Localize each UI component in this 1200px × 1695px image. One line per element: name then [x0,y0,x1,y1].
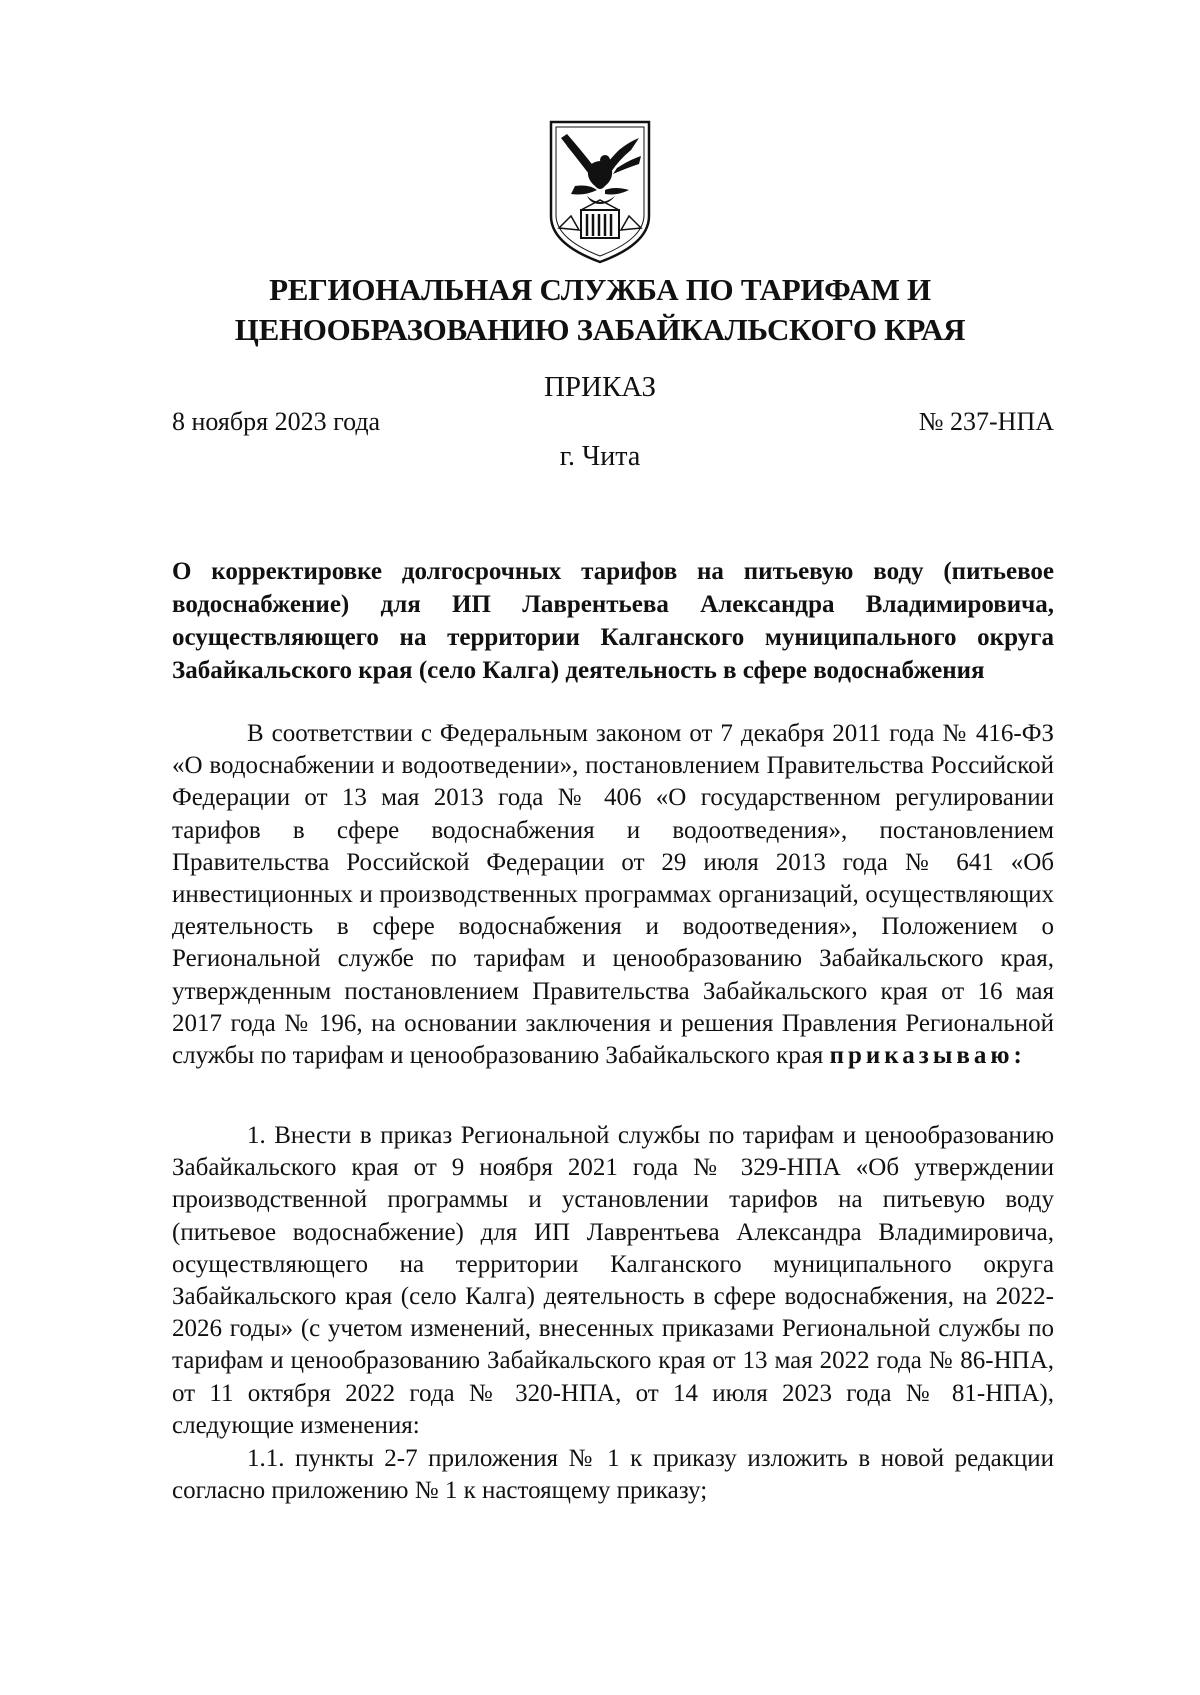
basis-text: В соответствии с Федеральным законом от 7 декабря 2011 года № 416-ФЗ «О водоснабжении и водоотведении», постановлением Правительства Российской Федерации от 13 мая 2013 года № 406 «О государственном регулировании тарифов в сфере водоснабжения и водоотведения», постановлением Правительства Российской Федерации от 29 июля 2013 года № 641 «Об инвестиционных и производственных программах организаций, осуществляющих деятельность в сфере водоснабжения и водоотведения», Положением о Региональной службе по тарифам и ценообразованию Забайкальского края, утвержденным постановлением Правительства Забайкальского края от 16 мая 2017 года № 196, на основании заключения и решения Правления Региональной службы по тарифам и ценообразованию Забайкальского края [172,720,1054,1070]
item-1-paragraph: 1. Внести в приказ Региональной службы по тарифам и ценообразованию Забайкальского края от 9 ноября 2021 года № 329-НПА «Об утверждении производственной программы и установлении тарифов на питьевую воду (питьевое водоснабжение) для ИП Лаврентьева Александра Владимировича, осуществляющего на территории Калганского муниципального округа Забайкальского края (село Калга) деятельность в сфере водоснабжения, на 2022-2026 годы» (с учетом изменений, внесенных приказами Региональной службы по тарифам и ценообразованию Забайкальского края от 13 мая 2022 года № 86-НПА, от 11 октября 2022 года № 320-НПА, от 14 июля 2023 года № 81-НПА), следующие изменения: [172,1122,1054,1439]
order-word: приказываю: [829,1042,1026,1070]
zabaikalsky-krai-coat-of-arms-icon [545,116,655,266]
document-date: 8 ноября 2023 года [172,407,381,436]
basis-paragraph [172,718,1054,1072]
organization-title: РЕГИОНАЛЬНАЯ СЛУЖБА ПО ТАРИФАМ И ЦЕНООБРАЗОВАНИЮ ЗАБАЙКАЛЬСКОГО КРАЯ [234,272,966,347]
item-1-1-paragraph: 1.1. пункты 2-7 приложения № 1 к приказу изложить в новой редакции согласно приложению № 1 к настоящему приказу; [172,1445,1054,1505]
document-number: № 237-НПА [918,407,1054,436]
document-subject: О корректировке долгосрочных тарифов на питьевую воду (питьевое водоснабжение) для ИП Лаврентьева Александра Владимировича, осуществляющего на территории Калганского муниципального округа Забайкальского края (село Калга) деятельность в сфере водоснабжения [172,558,1054,684]
document-city: г. Чита [559,441,641,472]
document-type: ПРИКАЗ [543,371,657,403]
